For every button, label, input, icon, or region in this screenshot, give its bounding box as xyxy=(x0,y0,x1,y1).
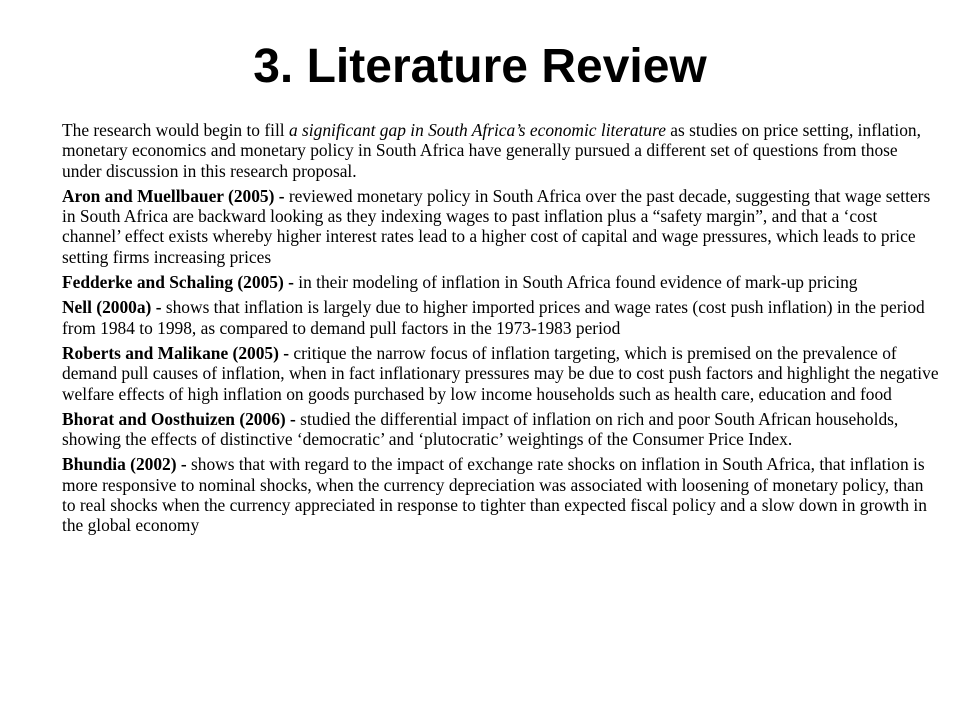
slide-title: 3. Literature Review xyxy=(253,40,707,93)
entry-text: reviewed monetary policy in South Africa over the past decade, suggesting that wage setters in South Africa are backward looking as they indexing wages to past inflation plus a “safety margin”, and that a ‘cost channel’ effect exists whereby higher interest rates lead to a higher cost of capital and wage pressures, which leads to price setting firms increasing prices xyxy=(62,185,931,267)
entry-text: shows that with regard to the impact of exchange rate shocks on inflation in South Africa, that inflation is more responsive to nominal shocks, when the currency depreciation was associated with loosening of monetary policy, than to real shocks when the currency appreciated in response to tighter than expected fiscal policy and a slow down in growth in the global economy xyxy=(62,454,927,536)
entry-text: critique the narrow focus of inflation targeting, which is premised on the prevalence of demand pull causes of inflation, when in fact inflationary pressures may be due to cost push factors and highlight the negative welfare effects of high inflation on goods purchased by low income households such as health care, education and food xyxy=(62,342,939,404)
intro-text-end: as studies on price setting, inflation, monetary economics and monetary policy in South Africa have generally pursued a different set of questions from those under discussion in this research proposal. xyxy=(62,120,921,181)
entry-citation: Nell (2000a) - xyxy=(62,297,162,318)
slide-body xyxy=(62,120,940,541)
intro-text-start: The research would begin to fill xyxy=(62,120,289,140)
intro-emphasis: a significant gap in South Africa’s economic literature xyxy=(288,120,666,140)
literature-entry xyxy=(62,409,940,450)
entry-text: in their modeling of inflation in South Africa found evidence of mark-up pricing xyxy=(293,272,858,293)
intro-paragraph xyxy=(62,120,940,181)
entry-citation: Fedderke and Schaling (2005) - xyxy=(62,272,294,293)
entry-citation: Bhorat and Oosthuizen (2006) - xyxy=(62,408,296,429)
entry-citation: Bhundia (2002) - xyxy=(62,454,187,475)
entry-text: shows that inflation is largely due to higher imported prices and wage rates (cost push inflation) in the period from 1984 to 1998, as compared to demand pull factors in the 1973-1983 period xyxy=(62,297,925,338)
entry-citation: Aron and Muellbauer (2005) - xyxy=(62,185,285,206)
literature-entry xyxy=(62,272,940,292)
entry-text: studied the differential impact of inflation on rich and poor South African households, showing the effects of distinctive ‘democratic’ and ‘plutocratic’ weightings of the Consumer Price Index. xyxy=(62,408,899,450)
literature-entry xyxy=(62,343,940,404)
entry-citation: Roberts and Malikane (2005) - xyxy=(62,342,290,363)
literature-entry xyxy=(62,186,940,267)
literature-entry xyxy=(62,454,940,535)
literature-entry xyxy=(62,297,940,338)
